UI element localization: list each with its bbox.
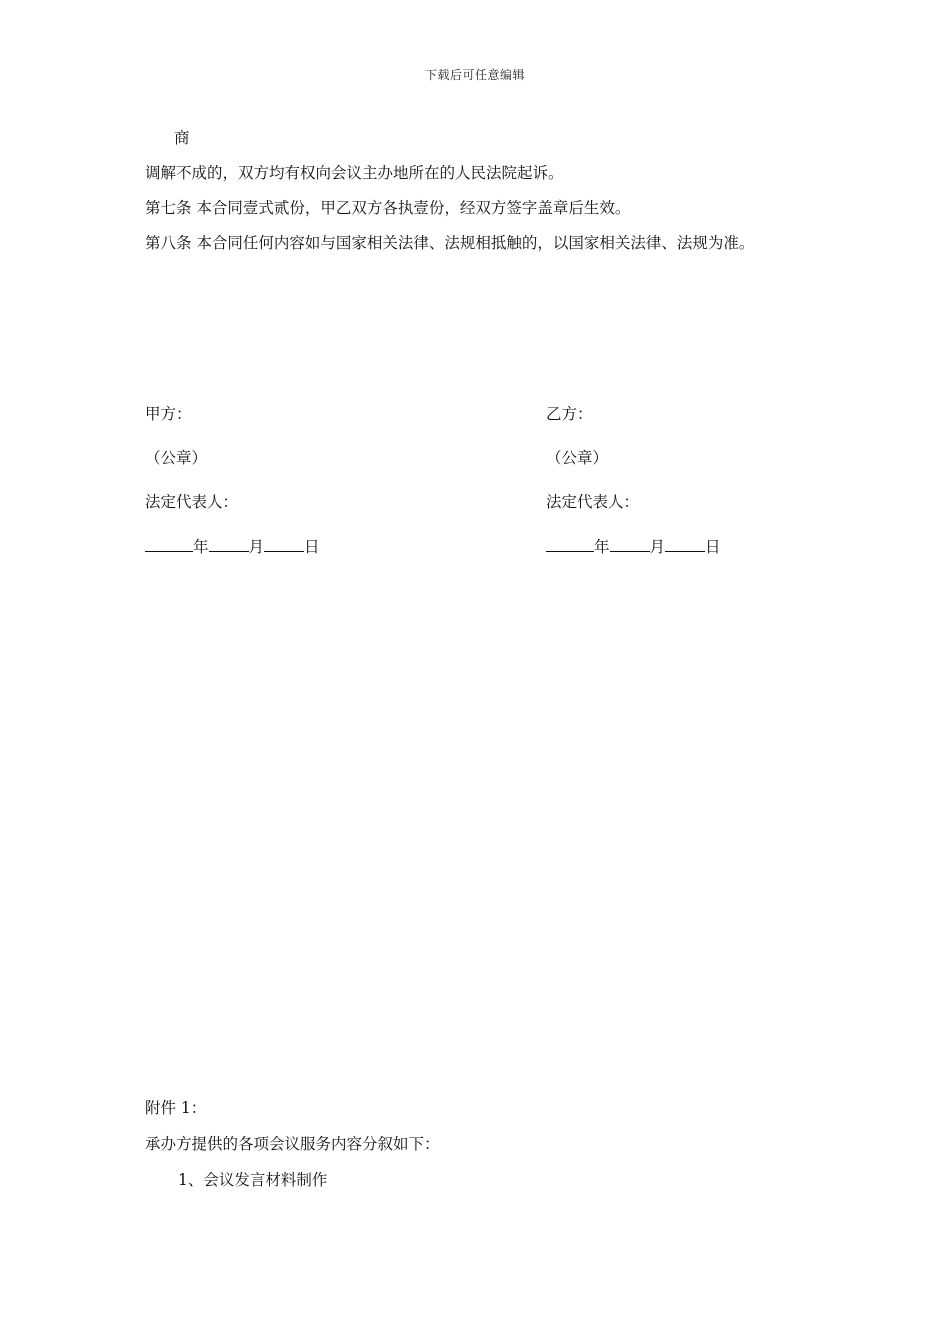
year-blank xyxy=(145,537,193,552)
party-a-label: 甲方： xyxy=(145,405,192,423)
month-blank xyxy=(209,537,249,552)
year-label: 年 xyxy=(594,538,610,556)
year-blank xyxy=(546,537,594,552)
month-blank xyxy=(610,537,650,552)
paragraph-fragment: 商 xyxy=(174,129,190,147)
year-label: 年 xyxy=(193,538,209,556)
party-b-label: 乙方： xyxy=(546,405,593,423)
party-b-date-line xyxy=(546,537,721,557)
party-a-representative: 法定代表人： xyxy=(145,493,239,511)
attachment-intro: 承办方提供的各项会议服务内容分叙如下： xyxy=(145,1135,440,1153)
paragraph-article-8: 第八条 本合同任何内容如与国家相关法律、法规相抵触的，以国家相关法律、法规为准。 xyxy=(145,234,755,252)
day-label: 日 xyxy=(705,538,721,556)
party-b-representative: 法定代表人： xyxy=(546,493,640,511)
attachment-title: 附件 1： xyxy=(145,1099,207,1117)
party-b-seal: （公章） xyxy=(546,449,609,467)
party-a-seal: （公章） xyxy=(145,449,208,467)
page-header: 下载后可任意编辑 xyxy=(424,68,525,82)
party-a-date-line xyxy=(145,537,320,557)
month-label: 月 xyxy=(649,538,666,556)
paragraph-article-7: 第七条 本合同壹式贰份，甲乙双方各执壹份，经双方签字盖章后生效。 xyxy=(145,199,631,217)
paragraph-mediation: 调解不成的，双方均有权向会议主办地所在的人民法院起诉。 xyxy=(145,164,564,182)
month-label: 月 xyxy=(248,538,265,556)
day-label: 日 xyxy=(304,538,320,556)
attachment-item-1: 1、会议发言材料制作 xyxy=(178,1171,328,1189)
day-blank xyxy=(264,537,304,552)
day-blank xyxy=(665,537,705,552)
